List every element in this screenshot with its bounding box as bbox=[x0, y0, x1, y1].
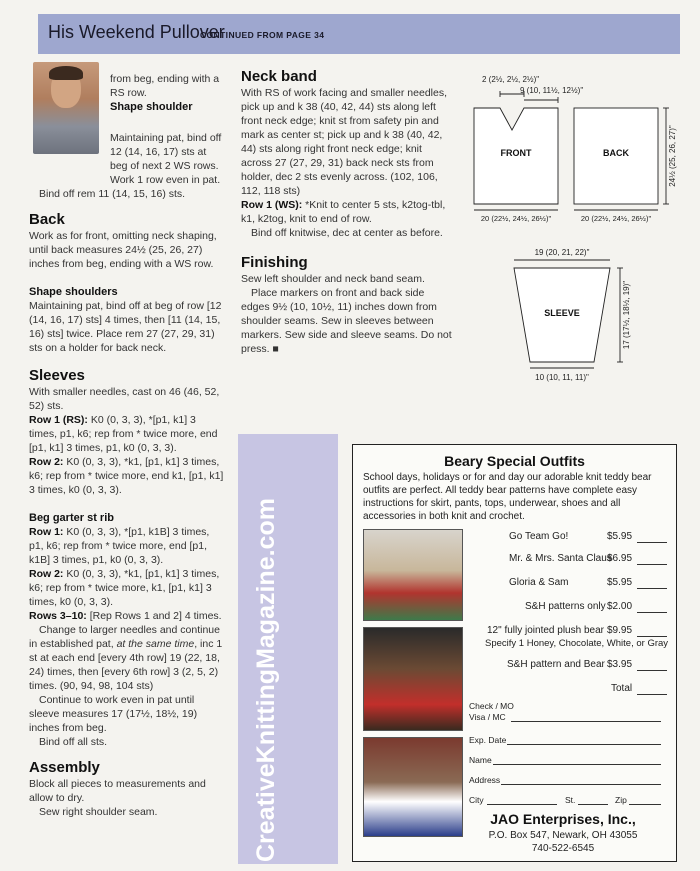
zip-field[interactable] bbox=[629, 804, 661, 805]
row2-instructions: Row 2: K0 (0, 3, 3), *k1, [p1, k1] 3 times, k6; rep from * twice more, end k1, [p1, k1] 3 times, k0 (0, 3, 3). bbox=[29, 456, 224, 496]
sleeve-length-label: 17 (17½, 18½, 19)" bbox=[622, 280, 631, 350]
neck-band-heading: Neck band bbox=[241, 68, 317, 85]
pattern-title: His Weekend Pullover bbox=[48, 22, 225, 42]
neck-row1-ws: Row 1 (WS): *Knit to center 5 sts, k2tog-tbl, k1, k2tog, knit to end of row. bbox=[241, 199, 446, 225]
company-phone: 740-522-6545 bbox=[531, 843, 595, 854]
garter-rib-heading: Beg garter st rib bbox=[29, 512, 114, 524]
shape-shoulder-tail: Bind off rem 11 (14, 15, 16) sts. bbox=[39, 188, 186, 200]
change-needles-text: Change to larger needles and continue in established pat, at the same time, inc 1 st at each end [every 4th row] 19 (22, 18, 24) times, then [every 6th row] 3 (2, 5, 2) times. (90, 94, 98, 104 sts) bbox=[29, 624, 223, 692]
sleeves-heading: Sleeves bbox=[29, 367, 85, 384]
left-top-column bbox=[110, 72, 226, 114]
shape-shoulder-body: Maintaining pat, bind off 12 (14, 16, 17) sts at beg of next 2 WS rows. Work 1 row even in pat. bbox=[110, 132, 222, 186]
middle-column bbox=[241, 68, 453, 356]
ad-title: Beary Special Outfits bbox=[444, 453, 585, 469]
front-width-label: 20 (22½, 24½, 26½)" bbox=[480, 214, 552, 223]
name-label: Name bbox=[469, 755, 492, 765]
length-label: 24½ (25, 26, 27)" bbox=[668, 125, 677, 187]
address-field[interactable] bbox=[501, 784, 661, 785]
exp-date-field[interactable] bbox=[507, 744, 661, 745]
qty-line[interactable] bbox=[637, 636, 667, 637]
exp-date-label: Exp. Date bbox=[469, 735, 507, 745]
shape-shoulders-body: Maintaining pat, bind off at beg of row [12 (14, 16, 17) sts] 4 times, then [11 (14, 15, 16) sts] twice. Place rem 27 (27, 29, 31) sts on a holder for back neck. bbox=[29, 300, 222, 354]
shape-shoulder-heading: Shape shoulder bbox=[110, 101, 193, 113]
sleeve-top-label: 19 (20, 21, 22)" bbox=[534, 248, 590, 257]
neck-width-label: 2 (2½, 2½, 2½)" bbox=[482, 75, 540, 84]
back-body: Work as for front, omitting neck shaping, until back measures 24½ (25, 26, 27) inches from beg, ending with a WS row. bbox=[29, 230, 217, 270]
card-number-field[interactable] bbox=[511, 721, 661, 722]
address-label: Address bbox=[469, 775, 501, 785]
check-label: Check / MO bbox=[469, 701, 514, 711]
state-field[interactable] bbox=[578, 804, 608, 805]
name-field[interactable] bbox=[493, 764, 661, 765]
zip-label: Zip bbox=[615, 795, 627, 805]
state-label: St. bbox=[565, 795, 576, 805]
garter-rows3-10: Rows 3–10: [Rep Rows 1 and 2] 4 times. bbox=[29, 610, 222, 622]
sleeves-body: With smaller needles, cast on 46 (46, 52, 52) sts. bbox=[29, 386, 220, 412]
city-label: City bbox=[469, 795, 484, 805]
assembly-body: Block all pieces to measurements and allow to dry. bbox=[29, 778, 206, 804]
company-name: JAO Enterprises, Inc., bbox=[490, 811, 636, 827]
bind-off-all-text: Bind off all sts. bbox=[39, 736, 108, 748]
assembly-tail: Sew right shoulder seam. bbox=[39, 806, 158, 818]
bears-patriotic-photo bbox=[363, 737, 463, 837]
finishing-heading: Finishing bbox=[241, 254, 308, 271]
website-url[interactable]: CreativeKnittingMagazine.com bbox=[252, 498, 280, 862]
shoulder-width-label: 9 (10, 11½, 12½)" bbox=[520, 86, 584, 95]
finishing-p2: Place markers on front and back side edges 9½ (10, 10½, 11) inches down from shoulder seams. Sew in sleeves between markers. Sew side and sleeve seams. Do not press. ■ bbox=[241, 287, 452, 355]
left-column bbox=[29, 131, 225, 819]
back-heading: Back bbox=[29, 211, 65, 228]
qty-line[interactable] bbox=[637, 564, 667, 565]
bear-color-note: Specify 1 Honey, Chocolate, White, or Gray bbox=[485, 638, 669, 649]
company-address: P.O. Box 547, Newark, OH 43055 740-522-6545 bbox=[463, 829, 663, 855]
qty-line[interactable] bbox=[637, 588, 667, 589]
sleeve-label: SLEEVE bbox=[544, 308, 580, 318]
total-line[interactable] bbox=[637, 694, 667, 695]
assembly-heading: Assembly bbox=[29, 759, 100, 776]
shape-shoulders-heading: Shape shoulders bbox=[29, 286, 118, 298]
intro-text: from beg, ending with a RS row. bbox=[110, 73, 220, 99]
neck-bind-off: Bind off knitwise, dec at center as before. bbox=[251, 227, 443, 239]
back-width-label: 20 (22½, 24½, 26½)" bbox=[580, 214, 652, 223]
qty-line[interactable] bbox=[637, 670, 667, 671]
neck-band-body: With RS of work facing and smaller needles, pick up and k 38 (40, 42, 44) sts along left front neck edge; knit st from safety pin and mark as center st; pick up and k 38 (40, 42, 44) sts along right front neck edge; knit across 27 (27, 29, 31) back neck sts from holder, dec 2 sts evenly across. (102, 106, 112, 118 sts) bbox=[241, 87, 448, 197]
qty-line[interactable] bbox=[637, 542, 667, 543]
city-field[interactable] bbox=[487, 804, 557, 805]
visa-label: Visa / MC bbox=[469, 712, 506, 722]
garter-row2: Row 2: K0 (0, 3, 3), *k1, [p1, k1] 3 times, k6; rep from * twice more, k1, [p1, k1] 3 times, k0 (0, 3, 3). bbox=[29, 568, 220, 608]
bears-santa-photo bbox=[363, 627, 463, 731]
sleeve-cuff-label: 10 (10, 11, 11)" bbox=[535, 373, 589, 382]
garter-row1: Row 1: K0 (0, 3, 3), *[p1, k1B] 3 times, p1, k6; rep from * twice more, end [p1, k1B] 3 times, p1, k0 (0, 3, 3). bbox=[29, 526, 210, 566]
finishing-body: Sew left shoulder and neck band seam. bbox=[241, 273, 425, 285]
bears-cheerleader-photo bbox=[363, 529, 463, 621]
front-label: FRONT bbox=[500, 148, 532, 158]
back-label: BACK bbox=[603, 148, 629, 158]
continued-label: CONTINUED FROM PAGE 34 bbox=[200, 30, 325, 40]
page-header bbox=[38, 14, 680, 54]
ad-description: School days, holidays or for and day our adorable knit teddy bear outfits are perfect. All teddy bear patterns have complete easy instructions for skirt, pants, tops, underwear, shoes and all accessories in both knit and crochet. bbox=[363, 472, 652, 522]
row1-instructions: Row 1 (RS): K0 (0, 3, 3), *[p1, k1] 3 times, p1, k6; rep from * twice more, end [p1, k1] 3 times, p1, k0 (0, 3, 3). bbox=[29, 414, 218, 454]
continue-text: Continue to work even in pat until sleeve measures 17 (17½, 18½, 19) inches from beg. bbox=[29, 694, 198, 734]
schematic-diagram bbox=[462, 72, 682, 392]
qty-line[interactable] bbox=[637, 612, 667, 613]
order-form-ad: Beary Special Outfits School days, holidays or for and day our adorable knit teddy bear outfits are perfect. All teddy bear patterns have complete easy instructions for skirt, pants, tops, underwear, shoes and all accessories in both knit and crochet. Go Team Go! $5.95 Mr. & Mrs. Santa Claus $6.95 Gloria & Sam $5.95 S&H patterns only $2.00 12" fully jointed plush bear $9.95 Specify 1 Honey, Chocolate, White, or Gray S&H pattern and Bear $3.95 Total Check / MO Visa / MC Exp. Date Name Address City St. Zip JAO Enterprises, Inc., P.O. Box 547, Newark, OH 43055 740-522-6545 bbox=[352, 444, 677, 862]
